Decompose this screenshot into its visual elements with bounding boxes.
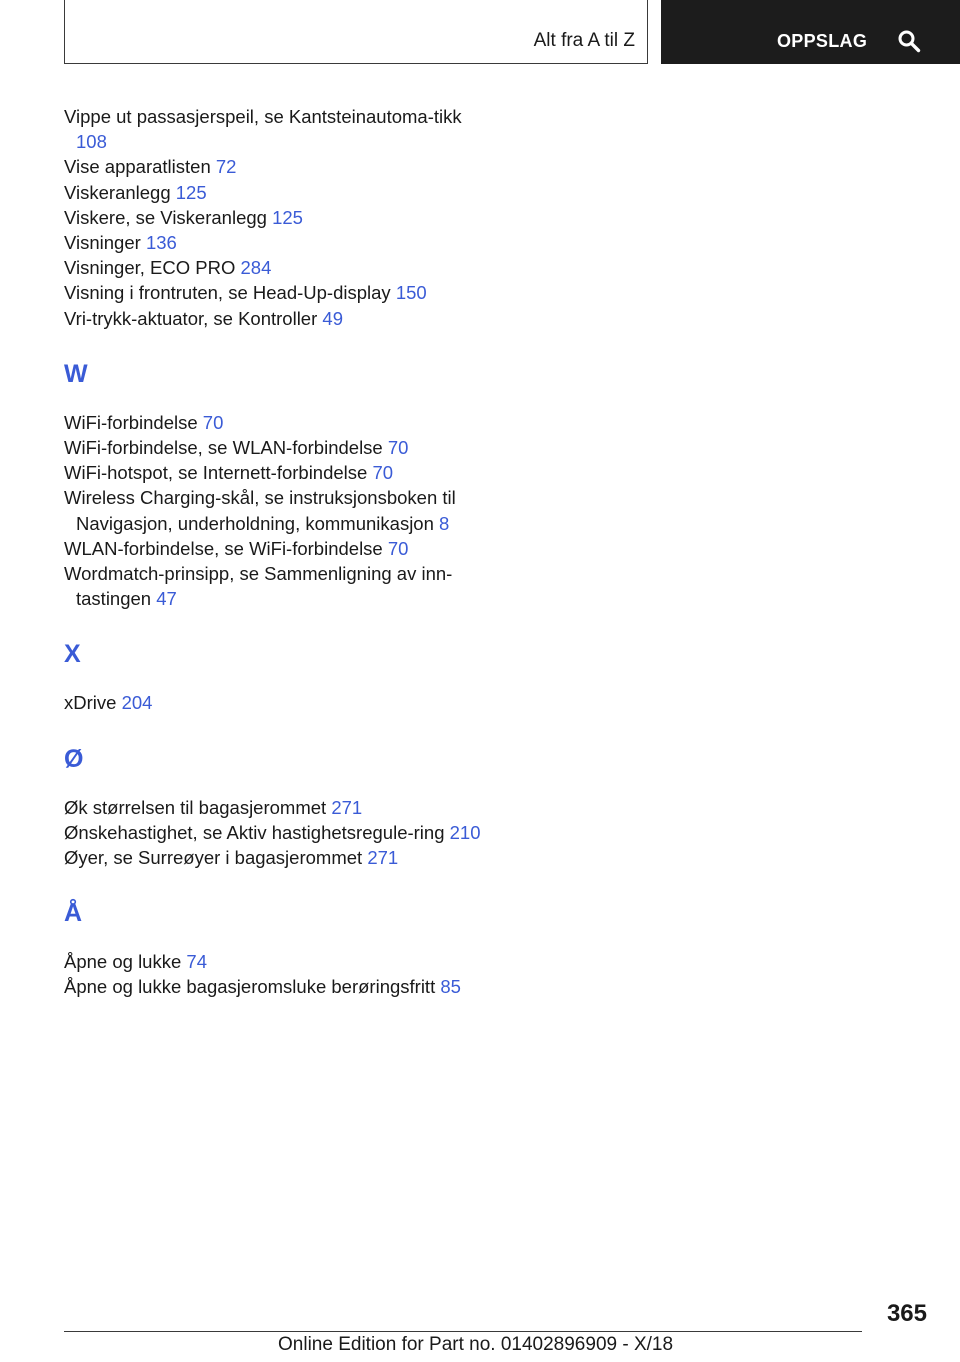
index-entry <box>64 949 494 974</box>
index-entry <box>64 820 494 845</box>
chapter-label: OPPSLAG <box>777 31 868 51</box>
group-letter-heading: Å <box>64 899 83 928</box>
page-reference-link[interactable]: 8 <box>439 512 450 534</box>
entry-text: WLAN-forbindelse, se WiFi-forbindelse <box>64 537 383 559</box>
index-entry <box>64 690 494 715</box>
entry-text: Vri-trykk-aktuator, se Kontroller <box>64 307 318 329</box>
index-entry <box>64 154 494 179</box>
index-entry <box>64 280 494 305</box>
page-reference-link[interactable]: 271 <box>367 847 399 869</box>
entry-text: Wordmatch-prinsipp, se Sammenligning av inn-tastingen <box>64 563 453 610</box>
index-entry <box>64 255 494 280</box>
index-entry <box>64 435 494 460</box>
header-section-box <box>64 0 648 64</box>
index-entry <box>64 974 494 999</box>
page-reference-link[interactable]: 150 <box>395 282 427 304</box>
page-reference-link[interactable]: 210 <box>449 821 481 843</box>
index-group <box>64 743 494 871</box>
page-reference-link[interactable]: 125 <box>272 206 303 228</box>
page-reference-link[interactable]: 271 <box>331 796 363 818</box>
intro-entries <box>64 104 494 331</box>
index-entry <box>64 795 494 820</box>
entry-text: Åpne og lukke <box>64 951 182 973</box>
page-reference-link[interactable]: 108 <box>76 131 107 153</box>
index-entry <box>64 410 494 435</box>
entry-text: WiFi-hotspot, se Internett-forbindelse <box>64 462 368 484</box>
entry-text: Øk størrelsen til bagasjerommet <box>64 796 327 818</box>
page-reference-link[interactable]: 70 <box>372 462 394 484</box>
group-letter-heading: W <box>64 359 88 388</box>
page-number: 365 <box>886 1300 927 1327</box>
index-entry <box>64 485 494 535</box>
index-entry <box>64 536 494 561</box>
edition-footer: Online Edition for Part no. 01402896909 - X/18 <box>278 1334 674 1355</box>
index-entry <box>64 306 494 331</box>
entry-text: WiFi-forbindelse <box>64 411 198 433</box>
index-entry <box>64 561 494 611</box>
page-reference-link[interactable]: 70 <box>387 537 409 559</box>
group-letter-heading: Ø <box>64 744 84 773</box>
entry-text: Visning i frontruten, se Head-Up-display <box>64 282 391 304</box>
index-list <box>64 104 494 1000</box>
index-entry <box>64 104 494 154</box>
entry-text: Visninger <box>64 232 141 254</box>
entry-text: Åpne og lukke bagasjeromsluke berøringsfritt <box>64 976 436 998</box>
page-reference-link[interactable]: 47 <box>156 588 177 610</box>
page-reference-link[interactable]: 136 <box>145 232 177 254</box>
index-group <box>64 897 494 999</box>
page-reference-link[interactable]: 74 <box>186 951 207 973</box>
entry-text: Vippe ut passasjerspeil, se Kantsteinautoma-tikk <box>64 106 462 127</box>
entry-text: Ønskehastighet, se Aktiv hastighetsregule-ring <box>64 821 445 843</box>
page-reference-link[interactable]: 72 <box>215 156 237 178</box>
footer-divider <box>64 1331 862 1332</box>
entry-text: xDrive <box>64 692 117 714</box>
page-reference-link[interactable]: 70 <box>202 411 224 433</box>
index-entry <box>64 180 494 205</box>
page-reference-link[interactable]: 49 <box>322 307 343 329</box>
group-letter-heading: X <box>64 640 81 669</box>
index-entry <box>64 230 494 255</box>
entry-text: Øyer, se Surreøyer i bagasjerommet <box>64 847 363 869</box>
page-reference-link[interactable]: 284 <box>240 257 272 279</box>
entry-text: Wireless Charging-skål, se instruksjonsboken til Navigasjon, underholdning, kommunikasjon <box>64 487 456 534</box>
index-entry <box>64 205 494 230</box>
page-reference-link[interactable]: 85 <box>440 976 461 998</box>
search-icon[interactable] <box>897 29 921 53</box>
entry-text: Viskere, se Viskeranlegg <box>64 206 267 228</box>
entry-text: Visninger, ECO PRO <box>64 257 236 279</box>
page-reference-link[interactable]: 204 <box>121 692 153 714</box>
index-group <box>64 358 494 612</box>
entry-text: Viskeranlegg <box>64 181 171 203</box>
entry-text: Vise apparatlisten <box>64 156 211 178</box>
index-entry <box>64 845 494 870</box>
section-title: Alt fra A til Z <box>533 30 635 51</box>
index-groups <box>64 358 494 1000</box>
page-reference-link[interactable]: 125 <box>175 181 207 203</box>
header-chapter-box[interactable] <box>661 0 960 64</box>
entry-text: WiFi-forbindelse, se WLAN-forbindelse <box>64 437 383 459</box>
index-group <box>64 638 494 715</box>
page-reference-link[interactable]: 70 <box>387 437 409 459</box>
index-entry <box>64 460 494 485</box>
